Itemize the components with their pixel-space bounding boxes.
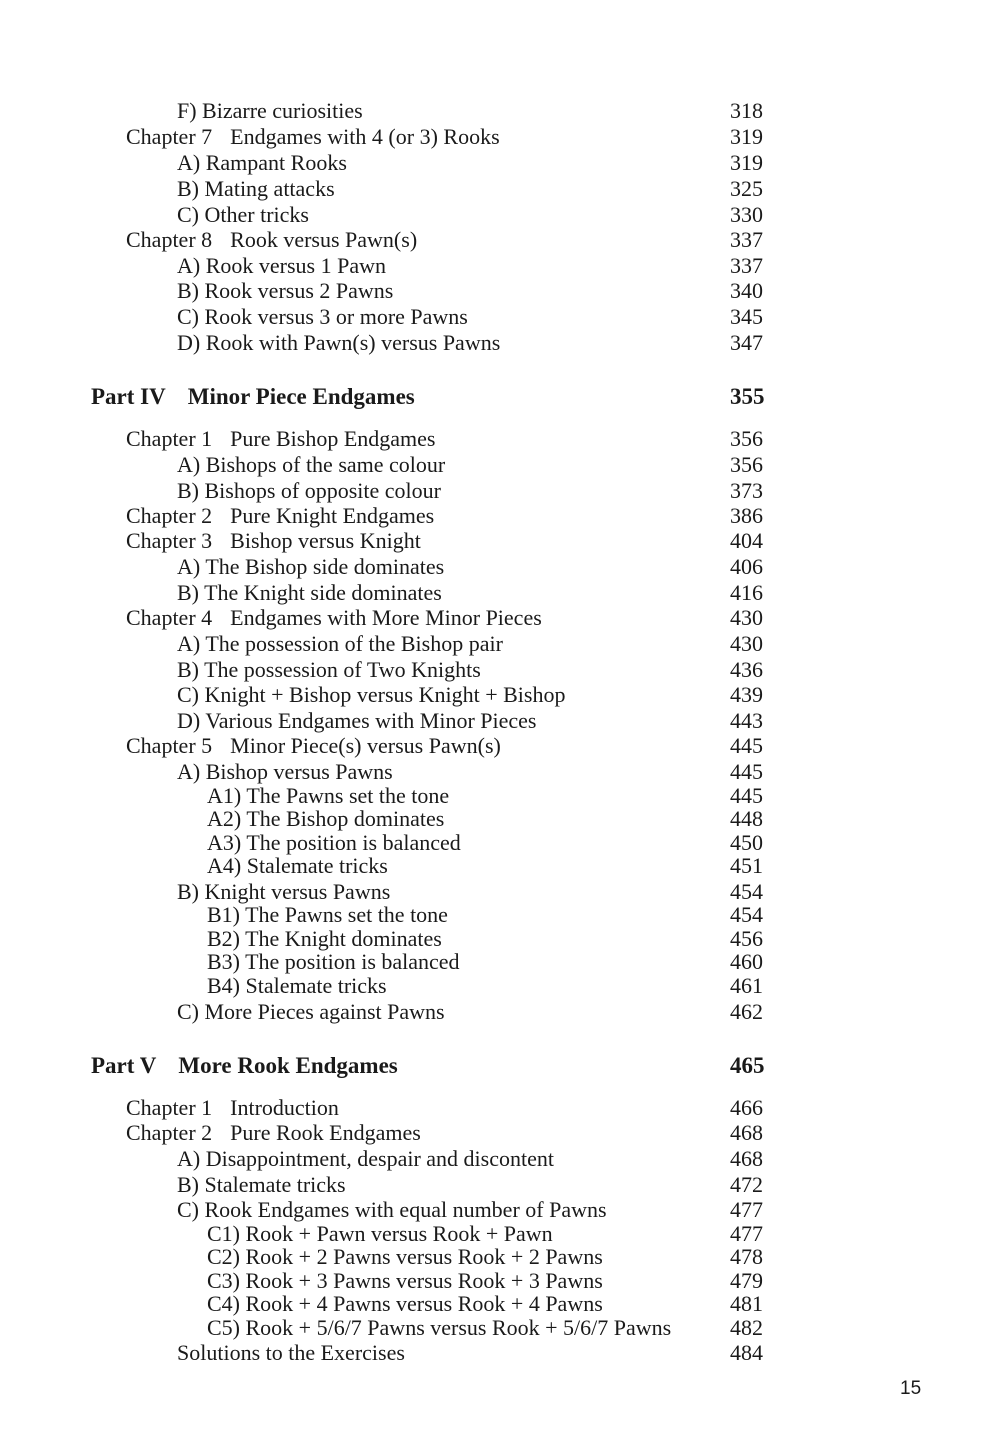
toc-entry-title: B2) The Knight dominates [207,926,442,951]
part-number: Part IV [91,384,166,409]
toc-page-number: 318 [730,98,763,123]
toc-page-number: 416 [730,580,763,605]
toc-page-number: 461 [730,973,763,998]
toc-page-number: 337 [730,253,763,278]
toc-entry-title: C) Other tricks [177,202,309,227]
toc-entry-title: B1) The Pawns set the tone [207,902,448,927]
toc-entry-label [91,1051,398,1081]
toc-entry-title: A) The possession of the Bishop pair [177,631,503,656]
toc-page-number: 319 [730,150,763,175]
toc-entry-title: A) Rook versus 1 Pawn [177,253,386,278]
toc-entry-title: Minor Piece Endgames [187,384,415,409]
toc-page-number: 443 [730,708,763,733]
toc-entry-label [177,997,445,1027]
toc-page-number: 478 [730,1244,763,1269]
toc-page-number: 319 [730,124,763,149]
toc-entry-title: Pure Rook Endgames [230,1120,421,1145]
chapter-number: Chapter 1 [126,426,213,451]
toc-entry-title: Rook versus Pawn(s) [230,227,418,252]
toc-page-number: 481 [730,1291,763,1316]
toc-entry-title: B) Mating attacks [177,176,335,201]
toc-entry-title: C) More Pieces against Pawns [177,999,445,1024]
toc-page-number: 451 [730,853,763,878]
toc-entry-title: C) Knight + Bishop versus Knight + Bishop [177,682,566,707]
toc-entry-title: Solutions to the Exercises [177,1340,405,1365]
toc-entry-title: Pure Bishop Endgames [230,426,436,451]
toc-page-number: 445 [730,783,763,808]
toc-page-number: 472 [730,1172,763,1197]
chapter-number: Chapter 2 [126,503,213,528]
toc-page-number: 454 [730,879,763,904]
toc-page-number: 465 [730,1053,765,1078]
toc-page-number: 477 [730,1221,763,1246]
toc-page-number: 373 [730,478,763,503]
toc-entry-title: A) Bishops of the same colour [177,452,446,477]
chapter-number: Chapter 3 [126,528,213,553]
toc-page-number: 448 [730,806,763,831]
part-number: Part V [91,1053,157,1078]
toc-page-number: 445 [730,733,763,758]
toc-page-number: 468 [730,1146,763,1171]
toc-entry-label [177,328,500,358]
toc-entry-title: B4) Stalemate tricks [207,973,387,998]
toc-entry-title: A) Rampant Rooks [177,150,347,175]
toc-page-number: 445 [730,759,763,784]
toc-page-number: 460 [730,949,763,974]
toc-entry-title: C4) Rook + 4 Pawns versus Rook + 4 Pawns [207,1291,603,1316]
toc-entry-title: C) Rook versus 3 or more Pawns [177,304,468,329]
toc-page-number: 347 [730,330,763,355]
toc-entry-title: B) Knight versus Pawns [177,879,391,904]
toc-page-number: 386 [730,503,763,528]
toc-entry-title: A) Bishop versus Pawns [177,759,393,784]
toc-page-number: 479 [730,1268,763,1293]
chapter-number: Chapter 2 [126,1120,213,1145]
toc-entry-title: A1) The Pawns set the tone [207,783,450,808]
chapter-number: Chapter 5 [126,733,213,758]
toc-entry-title: D) Rook with Pawn(s) versus Pawns [177,330,501,355]
toc-section-entry [0,997,1000,1027]
toc-entry-title: A) Disappointment, despair and discontent [177,1146,554,1171]
toc-page-number: 430 [730,605,763,630]
page-number: 15 [900,1378,922,1399]
toc-page-number: 356 [730,426,763,451]
chapter-number: Chapter 4 [126,605,213,630]
toc-page-number: 450 [730,830,763,855]
toc-entry-title: C5) Rook + 5/6/7 Pawns versus Rook + 5/6/7 Pawns [207,1315,672,1340]
toc-part-heading [0,1051,1000,1081]
toc-entry-label [91,382,415,412]
toc-page-number: 406 [730,554,763,579]
toc-entry-title: Bishop versus Knight [230,528,421,553]
chapter-number: Chapter 7 [126,124,213,149]
toc-page-number: 466 [730,1095,763,1120]
toc-page-number: 462 [730,999,763,1024]
toc-entry-title: Introduction [230,1095,339,1120]
toc-entry-title: F) Bizarre curiosities [177,98,363,123]
toc-entry-title: C) Rook Endgames with equal number of Pawns [177,1197,607,1222]
toc-entry-title: A2) The Bishop dominates [207,806,445,831]
toc-page-number: 430 [730,631,763,656]
toc-entry-title: B3) The position is balanced [207,949,460,974]
toc-page-number: 337 [730,227,763,252]
toc-entry-title: More Rook Endgames [178,1053,398,1078]
toc-entry-title: A4) Stalemate tricks [207,853,388,878]
chapter-number: Chapter 8 [126,227,213,252]
toc-page-number: 325 [730,176,763,201]
toc-page-number: 439 [730,682,763,707]
toc-entry-title: Minor Piece(s) versus Pawn(s) [230,733,501,758]
toc-page-number: 454 [730,902,763,927]
toc-page-number: 456 [730,926,763,951]
toc-entry-title: C3) Rook + 3 Pawns versus Rook + 3 Pawns [207,1268,603,1293]
toc-entry-title: B) Bishops of opposite colour [177,478,441,503]
toc-page-number: 330 [730,202,763,227]
toc-entry-title: Endgames with More Minor Pieces [230,605,542,630]
toc-entry-title: B) The possession of Two Knights [177,657,481,682]
toc-entry-title: A) The Bishop side dominates [177,554,445,579]
toc-entry-title: D) Various Endgames with Minor Pieces [177,708,537,733]
toc-entry-title: B) Rook versus 2 Pawns [177,278,394,303]
toc-entry-title: C2) Rook + 2 Pawns versus Rook + 2 Pawns [207,1244,603,1269]
toc-section-entry [0,1338,1000,1368]
toc-entry-title: A3) The position is balanced [207,830,461,855]
toc-entry-title: C1) Rook + Pawn versus Rook + Pawn [207,1221,553,1246]
toc-page-number: 355 [730,384,765,409]
toc-page-number: 484 [730,1340,763,1365]
toc-page-number: 436 [730,657,763,682]
toc-entry-title: Pure Knight Endgames [230,503,435,528]
toc-page-number: 468 [730,1120,763,1145]
toc-entry-title: B) The Knight side dominates [177,580,442,605]
toc-entry-title: B) Stalemate tricks [177,1172,346,1197]
toc-section-entry [0,328,1000,358]
toc-page-number: 482 [730,1315,763,1340]
toc-entry-label [177,1338,405,1368]
toc-page-number: 340 [730,278,763,303]
toc-page-number: 356 [730,452,763,477]
toc-page-number: 404 [730,528,763,553]
toc-entry-title: Endgames with 4 (or 3) Rooks [230,124,500,149]
toc-part-heading [0,382,1000,412]
chapter-number: Chapter 1 [126,1095,213,1120]
toc-page-number: 477 [730,1197,763,1222]
toc-page-number: 345 [730,304,763,329]
